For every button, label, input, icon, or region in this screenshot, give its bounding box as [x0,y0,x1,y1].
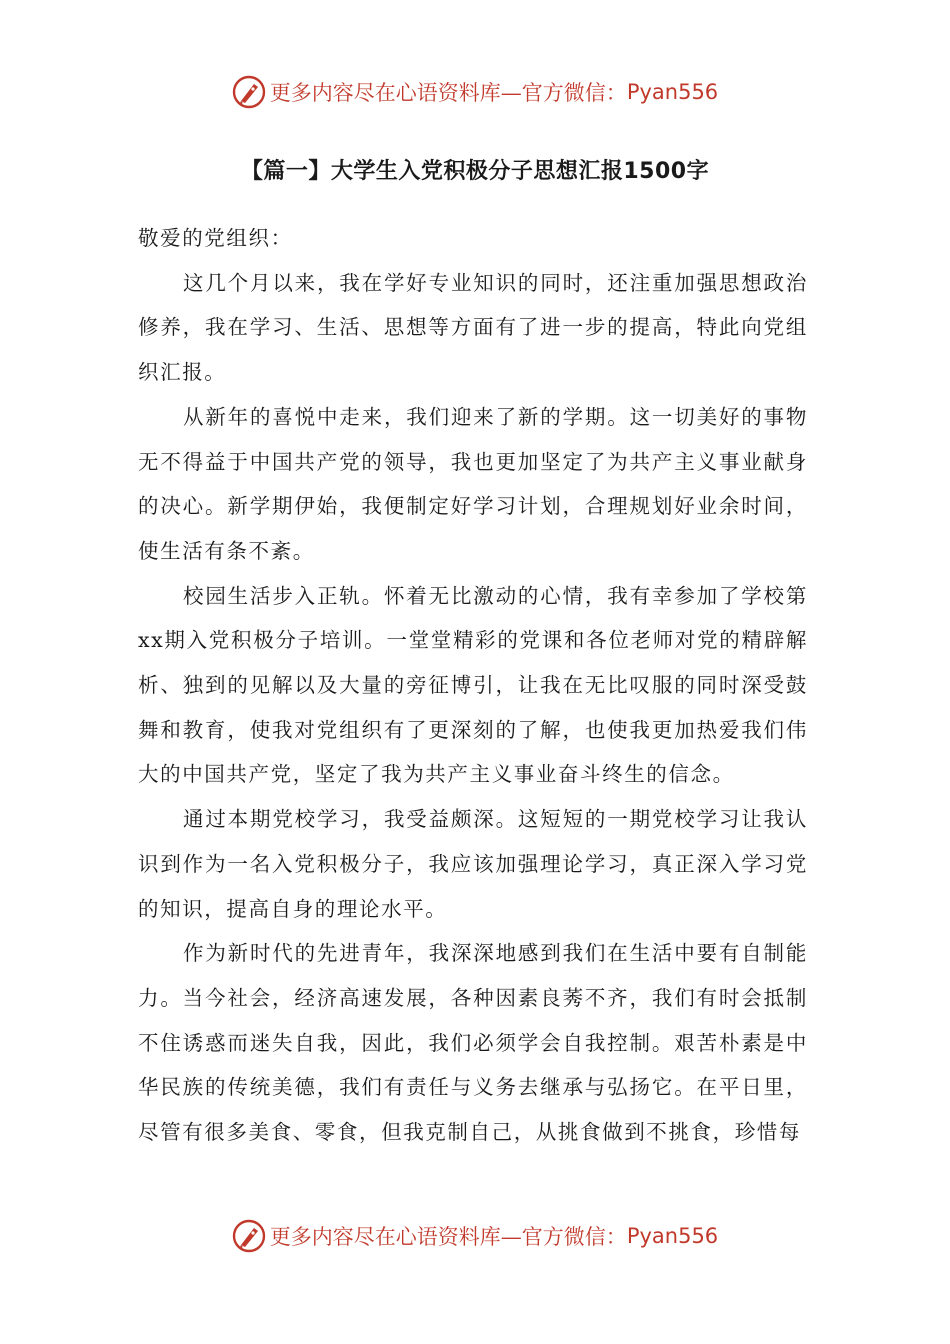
body-paragraph: 校园生活步入正轨。怀着无比激动的心情，我有幸参加了学校第xx期入党积极分子培训。一堂堂精彩的党课和各位老师对党的精辟解析、独到的见解以及大量的旁征博引，让我在无比叹服的同时深受鼓舞和教育，使我对党组织有了更深刻的了解，也使我更加热爱我们伟大的中国共产党，坚定了我为共产主义事业奋斗终生的信念。 [138,583,808,787]
body-paragraph: 这几个月以来，我在学好专业知识的同时，还注重加强思想政治修养，我在学习、生活、思想等方面有了进一步的提高，特此向党组织汇报。 [138,270,808,385]
body-paragraph: 作为新时代的先进青年，我深深地感到我们在生活中要有自制能力。当今社会，经济高速发展，各种因素良莠不齐，我们有时会抵制不住诱惑而迷失自我，因此，我们必须学会自我控制。艰苦朴素是中华民族的传统美德，我们有责任与义务去继承与弘扬它。在平日里，尽管有很多美食、零食，但我克制自己，从挑食做到不挑食，珍惜每 [138,941,808,1145]
document-body [138,216,808,1155]
salutation: 敬爱的党组织： [138,226,293,250]
wechat-account: Pyan556 [626,1224,719,1248]
wechat-account: Pyan556 [626,80,719,104]
banner-text: 更多内容尽在心语资料库—官方微信： [269,1225,627,1249]
header-banner [0,72,950,112]
document-title: 【篇一】大学生入党积极分子思想汇报1500字 [240,159,710,184]
pen-nib-logo-icon [232,75,266,109]
body-paragraph: 通过本期党校学习，我受益颇深。这短短的一期党校学习让我认识到作为一名入党积极分子，我应该加强理论学习，真正深入学习党的知识，提高自身的理论水平。 [138,807,808,921]
footer-banner [0,1216,950,1256]
body-paragraph: 从新年的喜悦中走来，我们迎来了新的学期。这一切美好的事物无不得益于中国共产党的领导，我也更加坚定了为共产主义事业献身的决心。新学期伊始，我便制定好学习计划，合理规划好业余时间，使生活有条不紊。 [138,404,808,563]
banner-text: 更多内容尽在心语资料库—官方微信： [269,81,627,105]
pen-nib-logo-icon [232,1219,266,1253]
